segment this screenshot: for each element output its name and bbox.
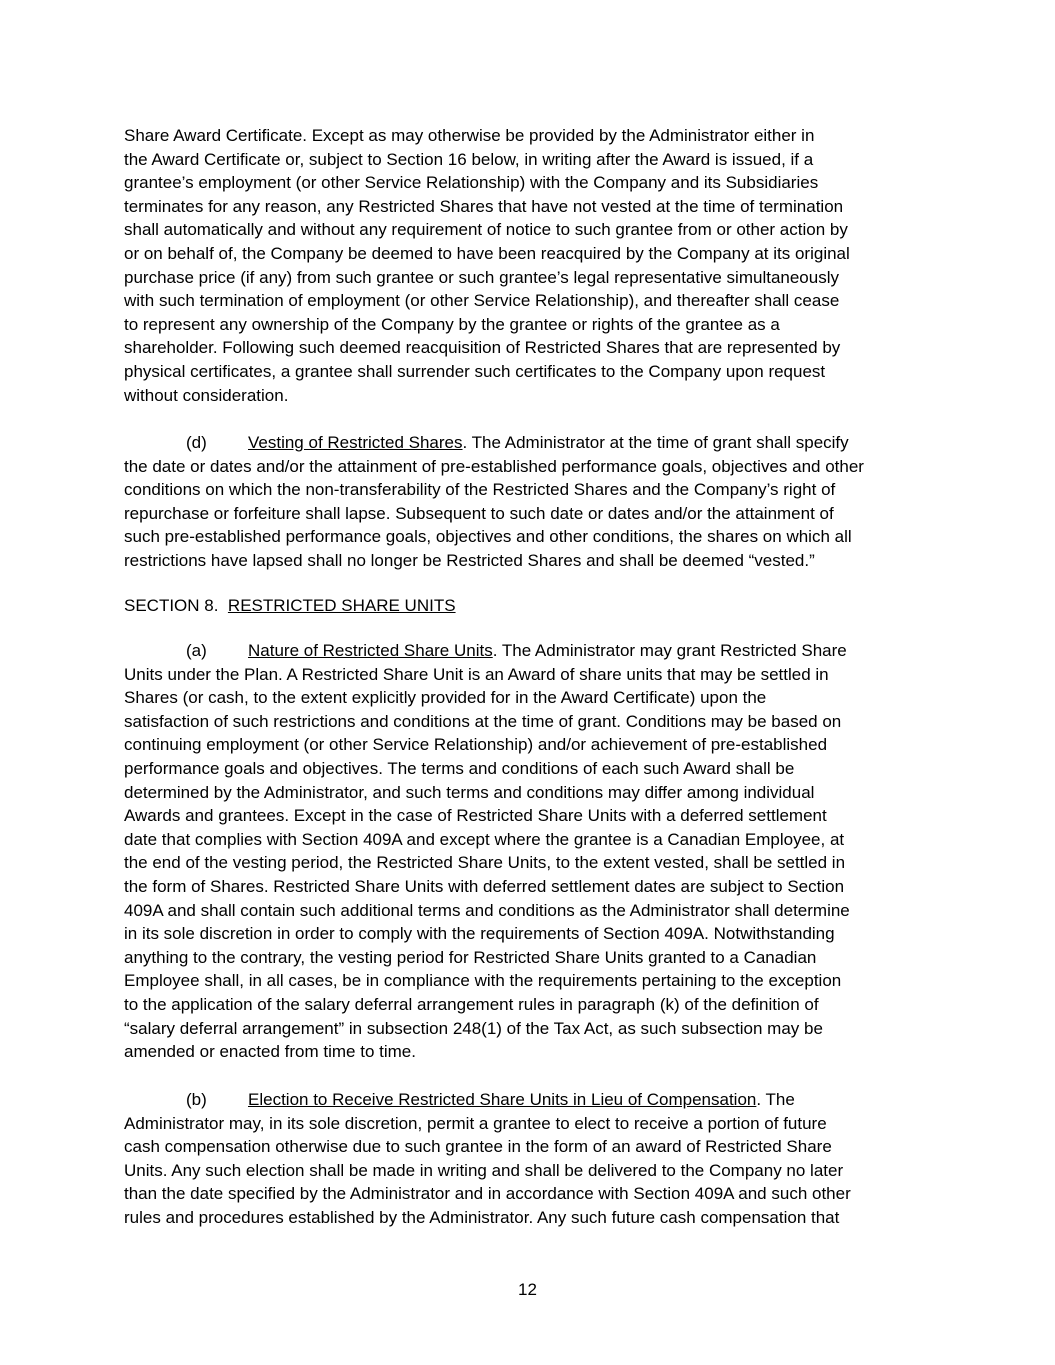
- text-line: “salary deferral arrangement” in subsection 248(1) of the Tax Act, as such subsection may be: [124, 1018, 823, 1038]
- section-number: SECTION 8.: [124, 596, 228, 615]
- paragraph-heading: Vesting of Restricted Shares: [248, 433, 463, 452]
- paragraph-heading: Election to Receive Restricted Share Units in Lieu of Compensation: [248, 1090, 757, 1109]
- text-line: Units. Any such election shall be made in writing and shall be delivered to the Company no later: [124, 1160, 844, 1180]
- paragraph-7c-continuation: [124, 124, 936, 407]
- text-line: physical certificates, a grantee shall surrender such certificates to the Company upon request: [124, 361, 826, 381]
- paragraph-first-text: . The Administrator at the time of grant shall specify: [462, 433, 849, 452]
- paragraph-marker: (a): [186, 641, 207, 660]
- text-line: rules and procedures established by the Administrator. Any such future cash compensation that: [124, 1207, 840, 1227]
- text-line: cash compensation otherwise due to such grantee in the form of an award of Restricted Share: [124, 1137, 832, 1157]
- text-line: without consideration.: [124, 385, 289, 405]
- paragraph-marker: (d): [186, 433, 207, 452]
- paragraph-first-line: [124, 1088, 936, 1112]
- text-line: terminates for any reason, any Restricted Shares that have not vested at the time of termination: [124, 196, 844, 216]
- text-line: anything to the contrary, the vesting period for Restricted Share Units granted to a Canadian: [124, 947, 817, 967]
- text-line: determined by the Administrator, and such terms and conditions may differ among individual: [124, 782, 815, 802]
- text-line: 409A and shall contain such additional terms and conditions as the Administrator shall determine: [124, 900, 850, 920]
- text-line: Units under the Plan. A Restricted Share Unit is an Award of share units that may be settled in: [124, 664, 829, 684]
- text-line: the form of Shares. Restricted Share Units with deferred settlement dates are subject to Section: [124, 876, 845, 896]
- text-line: repurchase or forfeiture shall lapse. Subsequent to such date or dates and/or the attainment of: [124, 503, 834, 523]
- paragraph-first-line: [124, 431, 936, 455]
- text-line: than the date specified by the Administrator and in accordance with Section 409A and such other: [124, 1184, 851, 1204]
- text-line: such pre-established performance goals, objectives and other conditions, the shares on which all: [124, 527, 852, 547]
- text-line: continuing employment (or other Service Relationship) and/or achievement of pre-established: [124, 735, 828, 755]
- paragraph-first-line: [124, 639, 936, 663]
- text-line: the date or dates and/or the attainment of pre-established performance goals, objectives and other: [124, 456, 864, 476]
- text-line: Shares (or cash, to the extent explicitly provided for in the Award Certificate) upon the: [124, 688, 767, 708]
- text-line: amended or enacted from time to time.: [124, 1042, 416, 1062]
- text-line: or on behalf of, the Company be deemed to have been reacquired by the Company at its original: [124, 243, 850, 263]
- section-title: RESTRICTED SHARE UNITS: [227, 596, 456, 615]
- text-line: grantee’s employment (or other Service Relationship) with the Company and its Subsidiaries: [124, 173, 819, 193]
- text-line: performance goals and objectives. The terms and conditions of each such Award shall be: [124, 758, 795, 778]
- text-line: purchase price (if any) from such grantee or such grantee’s legal representative simultaneously: [124, 267, 839, 287]
- paragraph-first-text: . The: [756, 1090, 795, 1109]
- text-line: date that complies with Section 409A and except where the grantee is a Canadian Employee, at: [124, 829, 845, 849]
- text-line: conditions on which the non-transferability of the Restricted Shares and the Company’s right of: [124, 480, 836, 500]
- paragraph-first-text: . The Administrator may grant Restricted Share: [492, 641, 847, 660]
- text-line: the end of the vesting period, the Restricted Share Units, to the extent vested, shall be settled in: [124, 853, 846, 873]
- text-line: Employee shall, in all cases, be in compliance with the requirements pertaining to the exception: [124, 971, 842, 991]
- page-number: 12: [518, 1280, 537, 1299]
- text-line: with such termination of employment (or other Service Relationship), and thereafter shall cease: [124, 291, 840, 311]
- paragraph-marker: (b): [186, 1090, 207, 1109]
- text-line: shall automatically and without any requirement of notice to such grantee from or other action by: [124, 220, 848, 240]
- paragraph-7d: [124, 431, 936, 573]
- paragraph-8a: [124, 639, 936, 1064]
- section-heading: [124, 594, 936, 618]
- text-line: to the application of the salary deferral arrangement rules in paragraph (k) of the definition of: [124, 994, 819, 1014]
- text-line: Administrator may, in its sole discretion, permit a grantee to elect to receive a portion of future: [124, 1113, 827, 1133]
- text-line: to represent any ownership of the Company by the grantee or rights of the grantee as a: [124, 314, 780, 334]
- section-heading-line: [124, 594, 936, 618]
- text-line: restrictions have lapsed shall no longer be Restricted Shares and shall be deemed “vested.”: [124, 550, 815, 570]
- text-line: shareholder. Following such deemed reacquisition of Restricted Shares that are represented by: [124, 338, 841, 358]
- text-line: in its sole discretion in order to comply with the requirements of Section 409A. Notwithstanding: [124, 924, 835, 944]
- text-line: the Award Certificate or, subject to Section 16 below, in writing after the Award is issued, if a: [124, 149, 814, 169]
- text-line: Awards and grantees. Except in the case of Restricted Share Units with a deferred settlement: [124, 806, 827, 826]
- text-line: satisfaction of such restrictions and conditions at the time of grant. Conditions may be based on: [124, 711, 842, 731]
- paragraph-8b: [124, 1088, 936, 1230]
- text-line: Share Award Certificate. Except as may otherwise be provided by the Administrator either in: [124, 126, 815, 145]
- paragraph-heading: Nature of Restricted Share Units: [248, 641, 493, 660]
